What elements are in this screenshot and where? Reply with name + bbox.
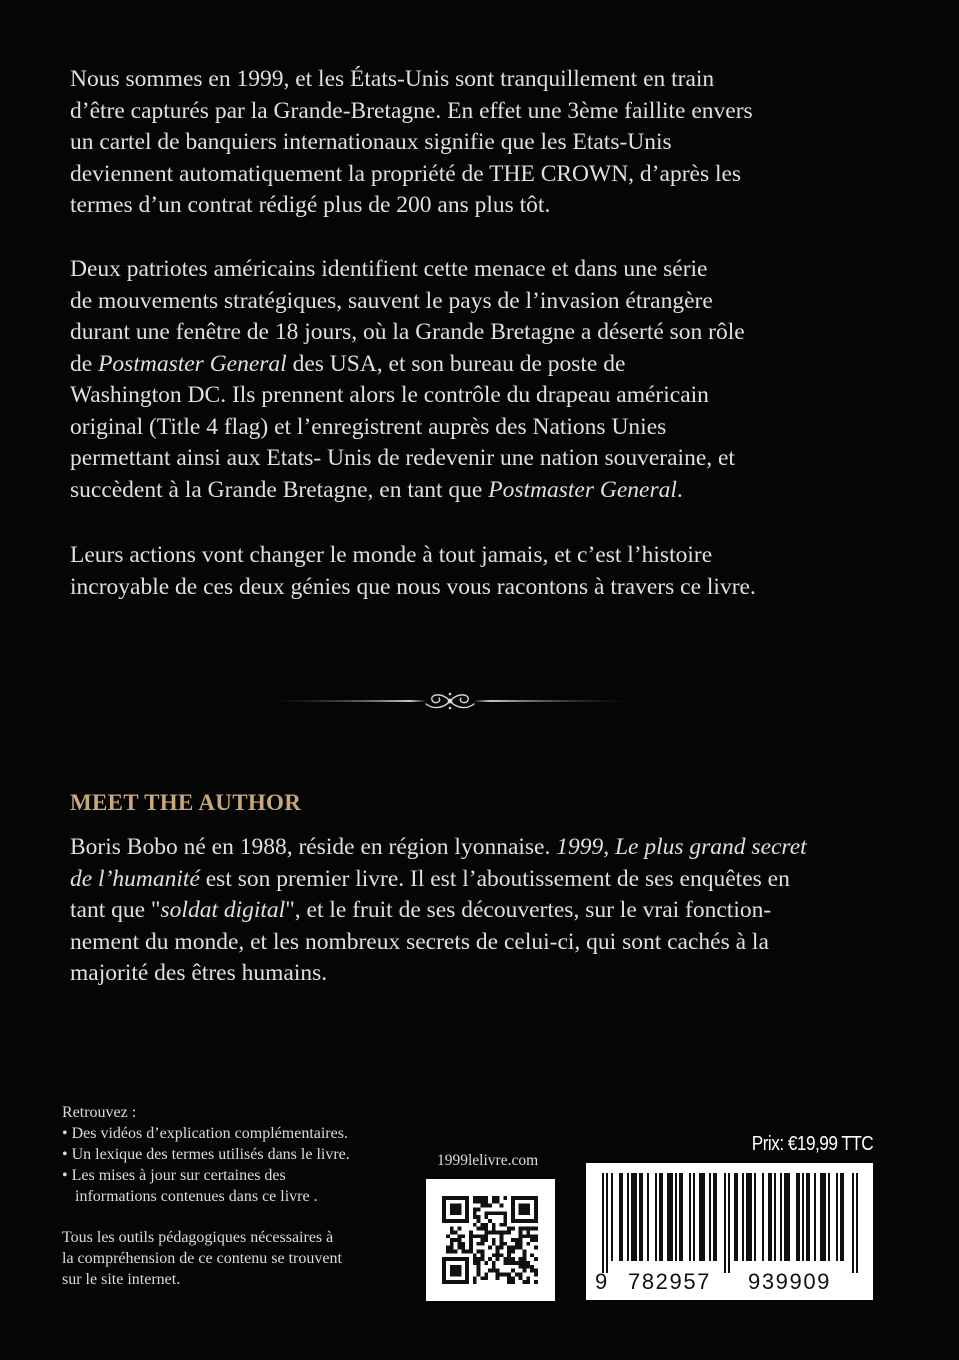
- barcode-bar: [840, 1173, 844, 1261]
- story-line-4-emphasis: Postmaster General: [98, 350, 287, 377]
- author-line-3: [70, 895, 890, 927]
- barcode-bar: [828, 1173, 830, 1261]
- book-title-part-1: 1999, Le plus grand secret: [556, 834, 807, 860]
- isbn-group-2: 939909: [748, 1269, 832, 1294]
- story-line-8-start: succèdent à la Grande Bretagne, en tant que: [70, 476, 489, 503]
- barcode-bar: [647, 1173, 649, 1261]
- barcode-guard-bar: [856, 1173, 858, 1273]
- story-line-2: de mouvements stratégiques, sauvent le pays de l’invasion étrangère: [70, 287, 713, 314]
- barcode-bar: [734, 1173, 738, 1261]
- author-line-4: nement du monde, et les nombreux secrets de celui-ci, qui sont cachés à la: [70, 928, 769, 955]
- barcode-bar: [631, 1173, 637, 1261]
- resources-title: Retrouvez :: [62, 1104, 137, 1121]
- barcode-guard-bar: [728, 1173, 730, 1273]
- barcode-bar: [689, 1173, 691, 1261]
- qr-modules: [442, 1196, 538, 1284]
- barcode-bar: [774, 1173, 776, 1261]
- barcode-bar: [693, 1173, 695, 1261]
- barcode-bar: [802, 1173, 804, 1261]
- intro-paragraph: [70, 64, 890, 222]
- spacer: [62, 1207, 422, 1227]
- book-title-part-2: de l’humanité: [70, 865, 200, 892]
- isbn-first-digit: 9: [595, 1269, 609, 1294]
- barcode-bar: [659, 1173, 663, 1261]
- resource-bullet-updates-cont: informations contenues dans ce livre .: [75, 1188, 318, 1205]
- barcode-bar: [796, 1173, 800, 1261]
- story-line-1: Deux patriotes américains identifient cette menace et dans une série: [70, 256, 708, 282]
- barcode-bar: [709, 1173, 711, 1261]
- author-line-2-end: est son premier livre. Il est l’aboutissement de ses enquêtes en: [199, 865, 790, 892]
- intro-line-5: termes d’un contrat rédigé plus de 200 ans plus tôt.: [70, 192, 551, 218]
- story-line-4-start: de: [70, 350, 99, 377]
- resource-bullet-lexicon: • Un lexique des termes utilisés dans le livre.: [62, 1146, 350, 1163]
- resource-bullet-videos: • Des vidéos d’explication complémentaires.: [62, 1125, 348, 1142]
- author-line-5: majorité des êtres humains.: [70, 960, 328, 986]
- qr-code: [426, 1179, 555, 1301]
- isbn-number: [586, 1267, 873, 1297]
- barcode-guard-bar: [602, 1173, 604, 1273]
- story-line-5: Washington DC. Ils prennent alors le contrôle du drapeau américain: [70, 382, 709, 408]
- author-line-2: [70, 864, 890, 896]
- author-line-3-end: ", et le fruit de ses découvertes, sur le vrai fonction-: [285, 897, 772, 923]
- meet-the-author-heading: MEET THE AUTHOR: [70, 790, 302, 815]
- author-line-1: [70, 832, 890, 864]
- barcode-guard-bar: [606, 1173, 608, 1273]
- resources-info: [62, 1102, 422, 1290]
- intro-line-1: Nous sommes en 1999, et les États-Unis sont tranquillement en train: [70, 66, 715, 92]
- story-line-8: [70, 475, 890, 507]
- barcode-bar: [806, 1173, 810, 1261]
- resources-note-line-1: Tous les outils pédagogiques nécessaires à: [62, 1229, 334, 1246]
- author-line-1-start: Boris Bobo né en 1988, réside en région lyonnaise.: [70, 834, 557, 860]
- intro-line-4: deviennent automatiquement la propriété de THE CROWN, d’après les: [70, 160, 742, 187]
- isbn-group-1: 782957: [628, 1269, 712, 1294]
- barcode-bar: [762, 1173, 764, 1261]
- barcode-bar: [655, 1173, 657, 1261]
- barcode-bar: [639, 1173, 643, 1261]
- story-line-8-end: .: [676, 476, 683, 503]
- story-line-6: original (Title 4 flag) et l’enregistrent auprès des Nations Unies: [70, 413, 667, 440]
- ornamental-divider: [268, 686, 632, 716]
- qr-code-pattern: [442, 1196, 538, 1284]
- resource-bullet-updates: • Les mises à jour sur certaines des: [62, 1167, 286, 1184]
- story-paragraph: [70, 254, 890, 506]
- barcode-guard-bar: [724, 1173, 726, 1273]
- story-line-3: durant une fenêtre de 18 jours, où la Grande Bretagne a déserté son rôle: [70, 319, 745, 345]
- barcode-bar: [619, 1173, 623, 1261]
- price-label: Prix: €19,99 TTC: [751, 1133, 873, 1155]
- author-bio: [70, 832, 890, 990]
- barcode-bar: [679, 1173, 683, 1261]
- barcode-bar: [746, 1173, 752, 1261]
- closing-line-2: incroyable de ces deux génies que nous vous racontons à travers ce livre.: [70, 573, 756, 600]
- barcode-bar: [780, 1173, 782, 1261]
- barcode-bar: [742, 1173, 744, 1261]
- barcode-bar: [784, 1173, 790, 1261]
- story-line-4: [70, 349, 890, 381]
- barcode-bar: [713, 1173, 717, 1261]
- barcode-bar: [611, 1173, 613, 1261]
- resources-note-line-2: la compréhension de ce contenu se trouvent: [62, 1250, 342, 1267]
- website-url: 1999lelivre.com: [437, 1152, 539, 1169]
- story-line-8-emphasis: Postmaster General: [488, 476, 677, 503]
- intro-line-3: un cartel de banquiers internationaux signifie que les Etats-Unis: [70, 129, 672, 155]
- barcode-bar: [699, 1173, 705, 1261]
- barcode-bar: [820, 1173, 826, 1261]
- resources-note-line-3: sur le site internet.: [62, 1271, 181, 1288]
- barcode-guard-bar: [852, 1173, 854, 1273]
- story-line-4-end: des USA, et son bureau de poste de: [286, 350, 626, 377]
- intro-line-2: d’être capturés par la Grande-Bretagne. En effet une 3ème faillite envers: [70, 97, 753, 124]
- isbn-barcode: [586, 1163, 873, 1300]
- closing-paragraph: [70, 540, 890, 603]
- soldat-digital-emphasis: soldat digital: [160, 897, 286, 923]
- barcode-bar: [754, 1173, 756, 1261]
- barcode-bar: [627, 1173, 629, 1261]
- barcode-bar: [814, 1173, 816, 1261]
- barcode-bar: [667, 1173, 673, 1261]
- story-line-7: permettant ainsi aux Etats- Unis de redevenir une nation souveraine, et: [70, 445, 735, 471]
- barcode-bar: [675, 1173, 677, 1261]
- barcode-bars: [586, 1163, 873, 1273]
- author-line-3-start: tant que ": [70, 897, 161, 923]
- closing-line-1: Leurs actions vont changer le monde à tout jamais, et c’est l’histoire: [70, 542, 713, 568]
- barcode-bar: [768, 1173, 772, 1261]
- barcode-bar: [836, 1173, 838, 1261]
